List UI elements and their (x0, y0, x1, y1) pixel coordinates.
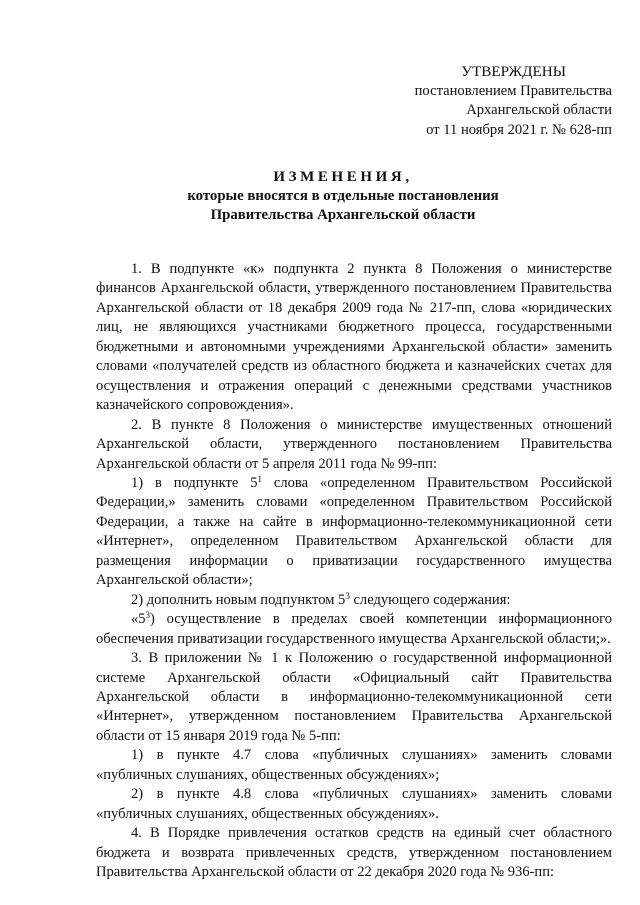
paragraph-text: 2) дополнить новым подпунктом 5 (131, 591, 346, 608)
paragraph-text: следующего содержания: (349, 591, 511, 608)
paragraph: 2. В пункте 8 Положения о министерстве имущественных отношений Архангельской области, утвержденного постановлением Правительства Архангельской области от 5 апреля 2011 года № 99-пп: (96, 416, 612, 472)
superscript: 3 (345, 590, 350, 601)
approval-line: постановлением Правительства (414, 82, 612, 99)
approval-stamp (382, 62, 612, 140)
approval-heading: УТВЕРЖДЕНЫ (461, 63, 566, 80)
paragraph-text: 1) в подпункте 5 (131, 474, 258, 491)
paragraph (96, 610, 612, 649)
title-main: ИЗМЕНЕНИЯ, (273, 169, 413, 185)
paragraph-text: ) осуществление в пределах своей компетенции информационного обеспечения приватизации государственного имущества Архангельской области;». (96, 611, 612, 647)
paragraph: 2) в пункте 4.8 слова «публичных слушаниях» заменить словами «публичных слушаниях, общественных обсуждениях». (96, 786, 612, 822)
paragraph: 3. В приложении № 1 к Положению о государственной информационной системе Архангельской области «Официальный сайт Правительства Архангельской области в информационно-телекоммуникационной сети «Интернет», утвержденном постановлением Правительства Архангельской области от 15 января 2019 года № 5-пп: (96, 650, 612, 744)
paragraph (96, 591, 612, 610)
document-body (96, 260, 612, 883)
paragraph: 4. В Порядке привлечения остатков средств на единый счет областного бюджета и возврата привлеченных средств, утвержденном постановлением Правительства Архангельской области от 22 декабря 2020 года № 936-пп: (96, 825, 612, 881)
superscript: 1 (257, 473, 263, 484)
superscript: 3 (145, 610, 151, 621)
paragraph-text: «5 (131, 611, 146, 628)
document-title (95, 168, 591, 225)
title-line: которые вносятся в отдельные постановления (187, 188, 499, 204)
paragraph: 1. В подпункте «к» подпункта 2 пункта 8 Положения о министерстве финансов Архангельской области, утвержденного постановлением Правительства Архангельской области от 18 декабря 2009 года № 217-пп, слова «юридических лиц, не являющихся участниками бюджетного процесса, государственными бюджетными и автономными учреждениями Архангельской области» заменить словами «получателей средств из областного бюджета и казначейских счетах для осуществления и отражения операций с денежными средствами участников казначейского сопровождения». (96, 261, 612, 414)
title-line: Правительства Архангельской области (210, 207, 476, 223)
approval-line: от 11 ноября 2021 г. № 628-пп (426, 121, 612, 138)
paragraph-text: слова «определенном Правительством Российской Федерации,» заменить словами «определенном Правительством Российской Федерации, а также на сайте в информационно-телекоммуникационной сети «Интернет», определенном Правительством Архангельской области для размещения информации о приватизации государственного имущества Архангельской области»; (96, 474, 612, 589)
approval-line: Архангельской области (466, 102, 612, 118)
paragraph (96, 474, 612, 591)
paragraph: 1) в пункте 4.7 слова «публичных слушаниях» заменить словами «публичных слушаниях, общественных обсуждениях»; (96, 747, 612, 783)
